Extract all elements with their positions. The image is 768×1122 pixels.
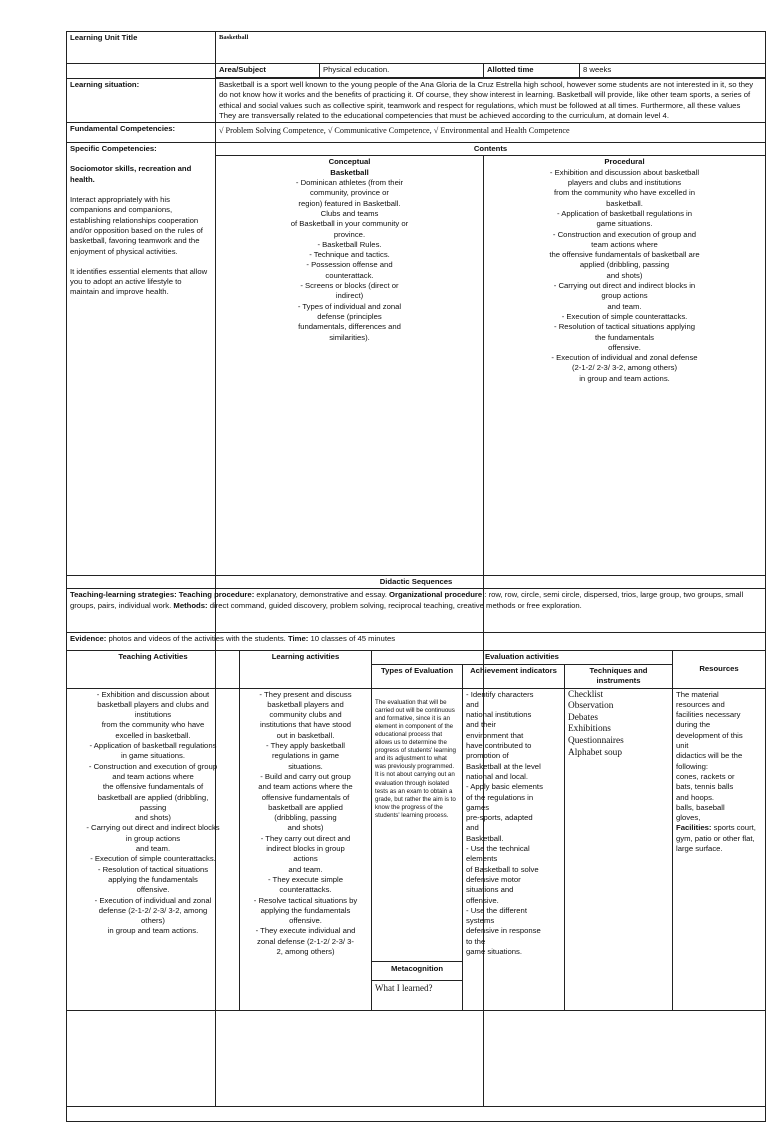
teaching-line: in group actions xyxy=(125,833,181,843)
didactic-sequences-table xyxy=(66,575,766,1011)
resource-line: bats, tennis balls xyxy=(676,782,734,792)
achievement-indicators xyxy=(463,688,565,1010)
teaching-line: applying the fundamentals xyxy=(108,874,198,884)
techniques-header: Techniques and instruments xyxy=(565,664,673,688)
area-label: Area/Subject xyxy=(216,64,320,78)
teaching-list xyxy=(70,690,236,937)
facilities-label: Facilities: xyxy=(676,823,712,833)
didactic-title: Didactic Sequences xyxy=(67,576,766,589)
procedure-value: explanatory, demonstrative and essay. xyxy=(256,590,387,600)
procedural-line: and team. xyxy=(607,301,642,311)
situation-paragraph: Basketball is a sport well known to the young people of the Ana Gloria de la Cruz Estrella high school, however some students are not interested in it, so they do not know how it works and the benefits of practicing it. Of course, they show interest in learning. Basketball will provide, like other team sports, a series of ethical and social values such as collective spirit, teamwork and respect for regulations, which must be followed at all times. Furthermore, all these values xyxy=(219,80,754,110)
metacognition-value: What I learned? xyxy=(375,982,433,993)
achievement-line: and xyxy=(466,823,479,833)
teaching-line: others) xyxy=(141,916,165,926)
learning-line: 2, among others) xyxy=(276,947,335,957)
teaching-line: in game situations. xyxy=(120,751,186,761)
contents-header: Contents xyxy=(216,143,766,156)
resource-line: cones, rackets or xyxy=(676,771,735,781)
learning-line: community clubs and xyxy=(269,710,342,720)
techniques-instruments xyxy=(565,688,673,1010)
achievement-line: - Identify characters xyxy=(466,689,534,699)
learning-line: zonal defense (2-1-2/ 2-3/ 3- xyxy=(256,936,354,946)
learning-line: and team actions where the xyxy=(258,782,353,792)
teaching-line: excelled in basketball. xyxy=(115,730,191,740)
achievement-list xyxy=(466,690,561,958)
teaching-activities xyxy=(67,688,240,1010)
learning-line: actions xyxy=(293,854,318,864)
learning-line: indirect blocks in group xyxy=(266,844,345,854)
conceptual-line: region) featured in Basketball. xyxy=(298,198,401,208)
learning-line: offensive. xyxy=(289,916,322,926)
procedural-line: players and clubs and institutions xyxy=(567,178,682,188)
learning-line: situations. xyxy=(288,761,323,771)
types-header: Types of Evaluation xyxy=(372,664,463,688)
learning-line: counterattacks. xyxy=(279,885,332,895)
learning-line: - They apply basketball xyxy=(266,741,345,751)
resources-header: Resources xyxy=(673,651,766,688)
conceptual-line: fundamentals, differences and xyxy=(298,322,401,332)
learning-line: basketball are applied xyxy=(268,802,343,812)
learning-activities xyxy=(240,688,372,1010)
techniques-list xyxy=(568,690,669,760)
conceptual-line: - Possession offense and xyxy=(306,260,393,270)
achievement-line: defensive motor xyxy=(466,874,521,884)
teaching-line: defense (2-1-2/ 2-3/ 3-2, among xyxy=(98,905,208,915)
teaching-line: - Construction and execution of group xyxy=(88,761,218,771)
evidence-cell xyxy=(67,633,766,651)
unit-title-value: Basketball xyxy=(216,32,766,64)
procedural-line: offensive. xyxy=(608,342,641,352)
teaching-line: basketball are applied (dribbling, xyxy=(97,792,209,802)
resource-line: and hoops. xyxy=(676,792,715,802)
achievement-line: elements xyxy=(466,854,498,864)
achievement-line: - Use the technical xyxy=(466,844,530,854)
resource-line: resources and xyxy=(676,699,725,709)
time-label: Allotted time xyxy=(484,64,580,78)
learning-line: basketball players and xyxy=(267,699,344,709)
learning-line: and shots) xyxy=(287,823,324,833)
achievement-line: national and local. xyxy=(466,771,528,781)
achievement-line: of the regulations in xyxy=(466,792,534,802)
teaching-line: and shots) xyxy=(135,813,171,823)
procedural-line: - Resolution of tactical situations applying xyxy=(554,322,696,332)
resource-line: didactics will be the xyxy=(676,751,743,761)
learning-line: and team. xyxy=(288,864,323,874)
conceptual-line: province. xyxy=(333,229,366,239)
technique-item: Alphabet soup xyxy=(568,747,622,758)
achievement-line: national institutions xyxy=(466,710,532,720)
teaching-line: basketball players and clubs and xyxy=(97,699,209,709)
empty-cell xyxy=(67,64,216,79)
empty-footer-row xyxy=(67,1106,766,1121)
teaching-line: - Application of basketball regulations xyxy=(89,741,217,751)
types-of-evaluation xyxy=(372,688,463,1010)
achievement-line: situations and xyxy=(466,885,514,895)
conceptual-label: Conceptual xyxy=(328,157,371,167)
teaching-line: - Exhibition and discussion about xyxy=(96,689,210,699)
types-text: The evaluation that will be carried out will be continuous and formative, since it is an element in component of the educational process that allows us to determine the progress of students' learning and its adjustment to what was previously programmed. It is not about carrying out an evaluation through isolated tests as an exam to obtain a grade, but rather the aim is to know the progress of the students' learning process. xyxy=(375,698,456,819)
specific-paragraph-2: It identifies essential elements that allow you to adopt an active lifestyle to maintain and improve health. xyxy=(70,266,208,297)
conceptual-line: of Basketball in your community or xyxy=(290,219,409,229)
achievement-line: and xyxy=(466,699,479,709)
situation-text xyxy=(216,79,766,123)
achievement-line: have contributed to xyxy=(466,741,532,751)
procedural-line: and shots) xyxy=(606,270,643,280)
achievement-line: to the xyxy=(466,936,486,946)
teaching-line: institutions xyxy=(134,710,172,720)
methods-value: direct command, guided discovery, problem solving, reciprocal teaching, creative methods or free exploration. xyxy=(209,600,582,610)
achievement-line: game situations. xyxy=(466,947,522,957)
specific-paragraph-1: Interact appropriately with his companions and companions, establishing relationships cooperation and/or opposition based on the rules of basketball, favoring teamwork and the enjoyment of physical activities. xyxy=(70,195,203,256)
teaching-line: in group and team actions. xyxy=(107,926,199,936)
learning-list xyxy=(243,690,368,958)
resource-line: The material xyxy=(676,689,719,699)
achievement-line: environment that xyxy=(466,730,524,740)
technique-item: Observation xyxy=(568,701,614,712)
strategies-label: Teaching-learning strategies: xyxy=(70,590,177,600)
procedural-line: team actions where xyxy=(591,239,658,249)
teaching-line: - Execution of simple counterattacks. xyxy=(90,854,216,864)
resource-line: development of this xyxy=(676,730,743,740)
situation-label: Learning situation: xyxy=(67,79,216,123)
facilities-value: sports court, gym, patio or other flat, large surface. xyxy=(676,823,756,854)
conceptual-line: - Basketball Rules. xyxy=(317,239,382,249)
learning-line: institutions that have stood xyxy=(259,720,352,730)
achievement-line: offensive. xyxy=(466,895,499,905)
procedural-line: - Exhibition and discussion about basketball xyxy=(549,167,700,177)
resource-line: gloves, xyxy=(676,813,701,823)
resource-line: following: xyxy=(676,761,709,771)
methods-label: Methods: xyxy=(173,600,208,610)
resource-line: during the xyxy=(676,720,711,730)
teaching-line: offensive. xyxy=(136,885,170,895)
learning-line: - They present and discuss xyxy=(259,689,352,699)
procedural-line: applied (dribbling, passing xyxy=(579,260,670,270)
resources xyxy=(673,688,766,1010)
learning-line: - They execute simple xyxy=(267,874,344,884)
learning-line: - They carry out direct and xyxy=(260,833,351,843)
procedural-list xyxy=(487,168,762,384)
conceptual-line: Clubs and teams xyxy=(320,208,379,218)
learning-header: Learning activities xyxy=(240,651,372,688)
teaching-header: Teaching Activities xyxy=(67,651,240,688)
metacognition-label: Metacognition xyxy=(372,961,462,981)
teaching-line: from the community who have xyxy=(101,720,205,730)
area-value: Physical education. xyxy=(320,64,484,78)
conceptual-line: similarities). xyxy=(329,332,370,342)
procedural-line: group actions xyxy=(601,291,648,301)
procedural-line: basketball. xyxy=(606,198,643,208)
achievement-line: of Basketball to solve xyxy=(466,864,539,874)
procedure-label: Teaching procedure: xyxy=(178,590,255,600)
teaching-line: passing xyxy=(139,802,167,812)
conceptual-line: counterattack. xyxy=(325,270,374,280)
conceptual-list xyxy=(219,178,480,343)
achievement-line: games xyxy=(466,802,490,812)
achievement-line: - Apply basic elements xyxy=(466,782,543,792)
org-label: Organizational procedure xyxy=(389,590,483,600)
procedural-line: the fundamentals xyxy=(595,332,654,342)
time-value: 10 classes of 45 minutes xyxy=(310,634,396,644)
achievement-header: Achievement indicators xyxy=(463,664,565,688)
procedural-line: in group and team actions. xyxy=(579,373,670,383)
conceptual-line: - Dominican athletes (from their xyxy=(295,178,404,188)
technique-item: Exhibitions xyxy=(568,724,611,735)
teaching-line: the offensive fundamentals of xyxy=(102,782,204,792)
conceptual-line: community, province or xyxy=(310,188,389,198)
teaching-line: - Carrying out direct and indirect blocks xyxy=(86,823,220,833)
conceptual-line: defense (principles xyxy=(317,311,382,321)
resource-line: facilities necessary xyxy=(676,710,741,720)
unit-title-label: Learning Unit Title xyxy=(67,32,216,64)
achievement-line: defensive in response xyxy=(466,926,541,936)
fundamental-label: Fundamental Competencies: xyxy=(67,123,216,143)
teaching-line: and team. xyxy=(135,844,171,854)
procedural-line: - Execution of simple counterattacks. xyxy=(561,311,688,321)
learning-line: (dribbling, passing xyxy=(274,813,337,823)
achievement-line: promotion of xyxy=(466,751,509,761)
evidence-value: photos and videos of the activities with the students. xyxy=(108,634,286,644)
evaluation-header: Evaluation activities xyxy=(372,651,673,664)
teaching-line: - Execution of individual and zonal xyxy=(94,895,212,905)
achievement-line: - Use the different xyxy=(466,905,527,915)
specific-label: Specific Competencies: xyxy=(70,144,157,154)
evidence-label: Evidence: xyxy=(70,634,107,644)
time-value: 8 weeks xyxy=(580,64,766,78)
conceptual-line: - Technique and tactics. xyxy=(309,250,390,260)
technique-item: Checklist xyxy=(568,689,604,700)
technique-item: Questionnaires xyxy=(568,735,624,746)
teaching-line: - Resolution of tactical situations xyxy=(97,864,209,874)
learning-line: regulations in game xyxy=(271,751,340,761)
teaching-line: and team actions where xyxy=(112,771,194,781)
procedural-line: - Application of basketball regulations in xyxy=(556,208,693,218)
learning-line: applying the fundamentals xyxy=(260,905,351,915)
situation-paragraph-2: They are transversally related to the educational competencies that must be achieved according to the curriculum, at domain level 4. xyxy=(219,110,669,120)
resource-line: unit xyxy=(676,741,689,751)
procedural-line: game situations. xyxy=(596,219,653,229)
conceptual-line: indirect) xyxy=(335,291,364,301)
procedural-line: - Construction and execution of group and xyxy=(552,229,697,239)
procedural-label: Procedural xyxy=(604,157,645,167)
specific-heading: Sociomotor skills, recreation and health. xyxy=(70,164,192,184)
learning-line: out in basketball. xyxy=(276,730,335,740)
learning-line: offensive fundamentals of xyxy=(261,792,350,802)
procedural-line: the offensive fundamentals of basketball are xyxy=(549,250,700,260)
procedural-line: - Execution of individual and zonal defense xyxy=(551,353,698,363)
procedural-line: (2-1-2/ 2-3/ 3-2, among others) xyxy=(571,363,678,373)
resources-list xyxy=(676,690,762,824)
resource-line: balls, baseball xyxy=(676,802,725,812)
strategies-cell xyxy=(67,589,766,633)
achievement-line: Basketball at the level xyxy=(466,761,541,771)
fundamental-value: √ Problem Solving Competence, √ Communicative Competence, √ Environmental and Health Competence xyxy=(216,123,766,143)
achievement-line: pre-sports, adapted xyxy=(466,813,533,823)
achievement-line: and their xyxy=(466,720,496,730)
time-label: Time: xyxy=(287,634,309,644)
learning-line: - Build and carry out group xyxy=(260,771,351,781)
conceptual-line: - Screens or blocks (direct or xyxy=(300,281,399,291)
learning-line: - They execute individual and xyxy=(255,926,356,936)
procedural-line: - Carrying out direct and indirect blocks in xyxy=(553,281,696,291)
conceptual-subtitle: Basketball xyxy=(330,167,369,177)
achievement-line: Basketball. xyxy=(466,833,504,843)
conceptual-line: - Types of individual and zonal xyxy=(297,301,402,311)
org-value: : row, row, circle, semi circle, dispersed, trios, large group, two groups, small groups, pairs, individual work. xyxy=(70,590,744,610)
technique-item: Debates xyxy=(568,712,598,723)
achievement-line: systems xyxy=(466,916,495,926)
learning-line: - Resolve tactical situations by xyxy=(253,895,358,905)
procedural-line: from the community who have excelled in xyxy=(554,188,696,198)
